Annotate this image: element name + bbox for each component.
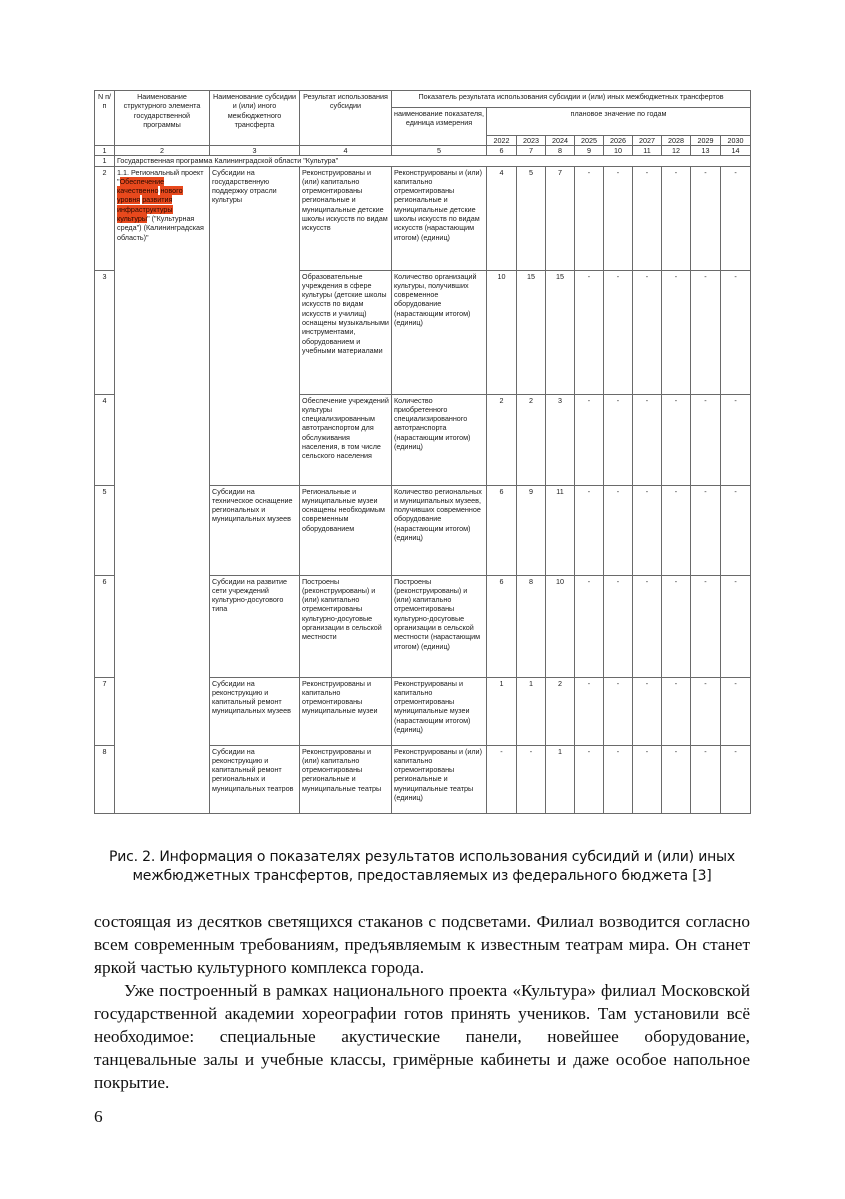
indicator-cell: Реконструированы и (или) капитально отремонтированы региональные и муниципальные детские школы искусств по видам искусств (нарастающим итогом) (единиц) xyxy=(392,166,487,270)
value-cell: - xyxy=(721,394,751,485)
value-cell: - xyxy=(662,394,691,485)
value-cell: 2 xyxy=(487,394,517,485)
value-cell: - xyxy=(662,166,691,270)
value-cell: 1 xyxy=(546,745,575,813)
header-year: 2030 xyxy=(721,135,751,145)
value-cell: 10 xyxy=(546,575,575,677)
value-cell: 11 xyxy=(546,485,575,575)
header-year: 2029 xyxy=(691,135,721,145)
value-cell: 15 xyxy=(546,270,575,394)
value-cell: - xyxy=(662,575,691,677)
row-num: 2 xyxy=(95,166,115,270)
header-num: N п/п xyxy=(95,91,115,146)
table-row xyxy=(95,166,751,270)
value-cell: - xyxy=(575,745,604,813)
value-cell: - xyxy=(575,575,604,677)
value-cell: - xyxy=(691,745,721,813)
value-cell: - xyxy=(691,485,721,575)
value-cell: - xyxy=(721,270,751,394)
highlight-word: Обеспечение xyxy=(119,176,165,186)
value-cell: - xyxy=(721,485,751,575)
value-cell: - xyxy=(633,575,662,677)
col-index: 9 xyxy=(575,146,604,156)
value-cell: - xyxy=(691,166,721,270)
indicators-table xyxy=(94,90,751,814)
highlight-word: уровня xyxy=(117,195,141,205)
row-num: 3 xyxy=(95,270,115,394)
value-cell: - xyxy=(487,745,517,813)
value-cell: - xyxy=(721,677,751,745)
value-cell: - xyxy=(691,575,721,677)
value-cell: - xyxy=(662,270,691,394)
highlight-word: культуры xyxy=(117,214,148,224)
result-cell: Реконструированы и (или) капитально отремонтированы региональные и муниципальные детские школы искусств по видам искусств xyxy=(300,166,392,270)
header-result: Результат использования субсидии xyxy=(300,91,392,146)
value-cell: 2 xyxy=(546,677,575,745)
value-cell: 7 xyxy=(546,166,575,270)
value-cell: - xyxy=(575,394,604,485)
value-cell: - xyxy=(575,485,604,575)
value-cell: - xyxy=(691,394,721,485)
header-year: 2026 xyxy=(604,135,633,145)
subsidy-cell: Субсидии на реконструкцию и капитальный ремонт муниципальных музеев xyxy=(210,677,300,745)
value-cell: - xyxy=(633,677,662,745)
result-cell: Обеспечение учреждений культуры специализированным автотранспортом для обслуживания населения, в том числе сельского населения xyxy=(300,394,392,485)
program-row-title: Государственная программа Калининградской области "Культура" xyxy=(115,156,751,166)
value-cell: - xyxy=(604,485,633,575)
result-cell: Региональные и муниципальные музеи оснащены необходимым современным оборудованием xyxy=(300,485,392,575)
value-cell: - xyxy=(662,485,691,575)
value-cell: - xyxy=(633,166,662,270)
value-cell: - xyxy=(575,166,604,270)
program-row-num: 1 xyxy=(95,156,115,166)
value-cell: - xyxy=(662,745,691,813)
value-cell: - xyxy=(604,677,633,745)
header-year: 2022 xyxy=(487,135,517,145)
project-cell xyxy=(115,166,210,813)
value-cell: 15 xyxy=(517,270,546,394)
value-cell: - xyxy=(691,270,721,394)
result-cell: Построены (реконструированы) и (или) капитально отремонтированы культурно-досуговые организации в сельской местности xyxy=(300,575,392,677)
col-index: 4 xyxy=(300,146,392,156)
figure-table-image xyxy=(94,90,750,838)
col-index: 7 xyxy=(517,146,546,156)
row-num: 5 xyxy=(95,485,115,575)
value-cell: - xyxy=(662,677,691,745)
highlight-word: инфраструктуры xyxy=(117,204,173,214)
row-num: 8 xyxy=(95,745,115,813)
indicator-cell: Реконструированы и (или) капитально отремонтированы региональные и муниципальные театры (единиц) xyxy=(392,745,487,813)
value-cell: - xyxy=(604,166,633,270)
row-num: 7 xyxy=(95,677,115,745)
caption-line: межбюджетных трансфертов, предоставляемых из федерального бюджета [3] xyxy=(132,868,712,884)
header-element: Наименование структурного элемента государственной программы xyxy=(115,91,210,146)
paragraph: Уже построенный в рамках национального проекта «Культура» филиал Московской государственной академии хореографии готов принять учеников. Там установили всё необходимое: специальные акустические панели, новейшее оборудование, танцевальные залы и учебные классы, гримёрные кабинеты и даже особое напольное покрытие. xyxy=(94,981,750,1092)
header-year: 2028 xyxy=(662,135,691,145)
header-year: 2023 xyxy=(517,135,546,145)
col-index: 12 xyxy=(662,146,691,156)
value-cell: 9 xyxy=(517,485,546,575)
figure-caption xyxy=(94,848,750,886)
row-num: 6 xyxy=(95,575,115,677)
value-cell: 5 xyxy=(517,166,546,270)
result-cell: Реконструированы и капитально отремонтированы муниципальные музеи xyxy=(300,677,392,745)
col-index: 10 xyxy=(604,146,633,156)
header-subsidy: Наименование субсидии и (или) иного межбюджетного трансферта xyxy=(210,91,300,146)
subsidy-cell: Субсидии на развитие сети учреждений культурно-досугового типа xyxy=(210,575,300,677)
page-number: 6 xyxy=(94,1107,103,1126)
header-indicator-name: наименование показателя, единица измерения xyxy=(392,108,487,146)
value-cell: - xyxy=(604,270,633,394)
indicator-cell: Количество региональных и муниципальных музеев, получивших современное оборудование (нарастающим итогом) (единиц) xyxy=(392,485,487,575)
header-year: 2025 xyxy=(575,135,604,145)
highlight-word: качественно xyxy=(117,186,159,196)
col-index: 11 xyxy=(633,146,662,156)
highlight-word: развития xyxy=(142,195,173,205)
value-cell: - xyxy=(633,394,662,485)
indicator-cell: Количество организаций культуры, получивших современное оборудование (нарастающим итогом) (единиц) xyxy=(392,270,487,394)
indicator-cell: Построены (реконструированы) и (или) капитально отремонтированы культурно-досуговые организации в сельской местности (нарастающим итогом) (единиц) xyxy=(392,575,487,677)
subsidy-cell: Субсидии на реконструкцию и капитальный ремонт региональных и муниципальных театров xyxy=(210,745,300,813)
subsidy-cell: Субсидии на государственную поддержку отрасли культуры xyxy=(210,166,300,485)
value-cell: 1 xyxy=(487,677,517,745)
header-indicator-group: Показатель результата использования субсидии и (или) иных межбюджетных трансфертов xyxy=(392,91,751,108)
value-cell: 8 xyxy=(517,575,546,677)
value-cell: - xyxy=(633,485,662,575)
value-cell: 10 xyxy=(487,270,517,394)
value-cell: - xyxy=(691,677,721,745)
paragraph: состоящая из десятков светящихся стаканов с подсветами. Филиал возводится согласно всем современным требованиям, предъявляемым к известным театрам мира. Он станет яркой частью культурного комплекса города. xyxy=(94,912,750,977)
row-num: 4 xyxy=(95,394,115,485)
result-cell: Реконструированы и (или) капитально отремонтированы региональные и муниципальные театры xyxy=(300,745,392,813)
value-cell: - xyxy=(604,745,633,813)
subsidy-cell: Субсидии на техническое оснащение региональных и муниципальных музеев xyxy=(210,485,300,575)
col-index: 8 xyxy=(546,146,575,156)
indicator-cell: Реконструированы и капитально отремонтированы муниципальные музеи (нарастающим итогом) (единиц) xyxy=(392,677,487,745)
result-cell: Образовательные учреждения в сфере культуры (детские школы искусств по видам искусств и училищ) оснащены музыкальными инструментами, оборудованием и учебными материалами xyxy=(300,270,392,394)
value-cell: 2 xyxy=(517,394,546,485)
project-suffix: " ("Культурная среда") (Калининградская область)" xyxy=(117,214,204,242)
highlight-word: нового xyxy=(160,186,183,196)
value-cell: 6 xyxy=(487,485,517,575)
value-cell: 1 xyxy=(517,677,546,745)
value-cell: - xyxy=(575,270,604,394)
col-index: 6 xyxy=(487,146,517,156)
col-index: 5 xyxy=(392,146,487,156)
value-cell: - xyxy=(721,166,751,270)
value-cell: - xyxy=(604,394,633,485)
value-cell: - xyxy=(575,677,604,745)
value-cell: 6 xyxy=(487,575,517,677)
col-index: 2 xyxy=(115,146,210,156)
value-cell: 4 xyxy=(487,166,517,270)
header-year: 2024 xyxy=(546,135,575,145)
value-cell: - xyxy=(721,575,751,677)
value-cell: - xyxy=(721,745,751,813)
col-index: 13 xyxy=(691,146,721,156)
value-cell: - xyxy=(633,745,662,813)
body-text xyxy=(94,910,750,1094)
value-cell: 3 xyxy=(546,394,575,485)
col-index: 14 xyxy=(721,146,751,156)
header-year: 2027 xyxy=(633,135,662,145)
header-planned: плановое значение по годам xyxy=(487,108,751,136)
value-cell: - xyxy=(604,575,633,677)
value-cell: - xyxy=(517,745,546,813)
indicator-cell: Количество приобретенного специализированного автотранспорта (нарастающим итогом) (единиц) xyxy=(392,394,487,485)
project-prefix: 1.1. Региональный проект " xyxy=(117,167,204,186)
value-cell: - xyxy=(633,270,662,394)
col-index: 1 xyxy=(95,146,115,156)
col-index: 3 xyxy=(210,146,300,156)
caption-line: Рис. 2. Информация о показателях результатов использования субсидий и (или) иных xyxy=(109,849,735,865)
